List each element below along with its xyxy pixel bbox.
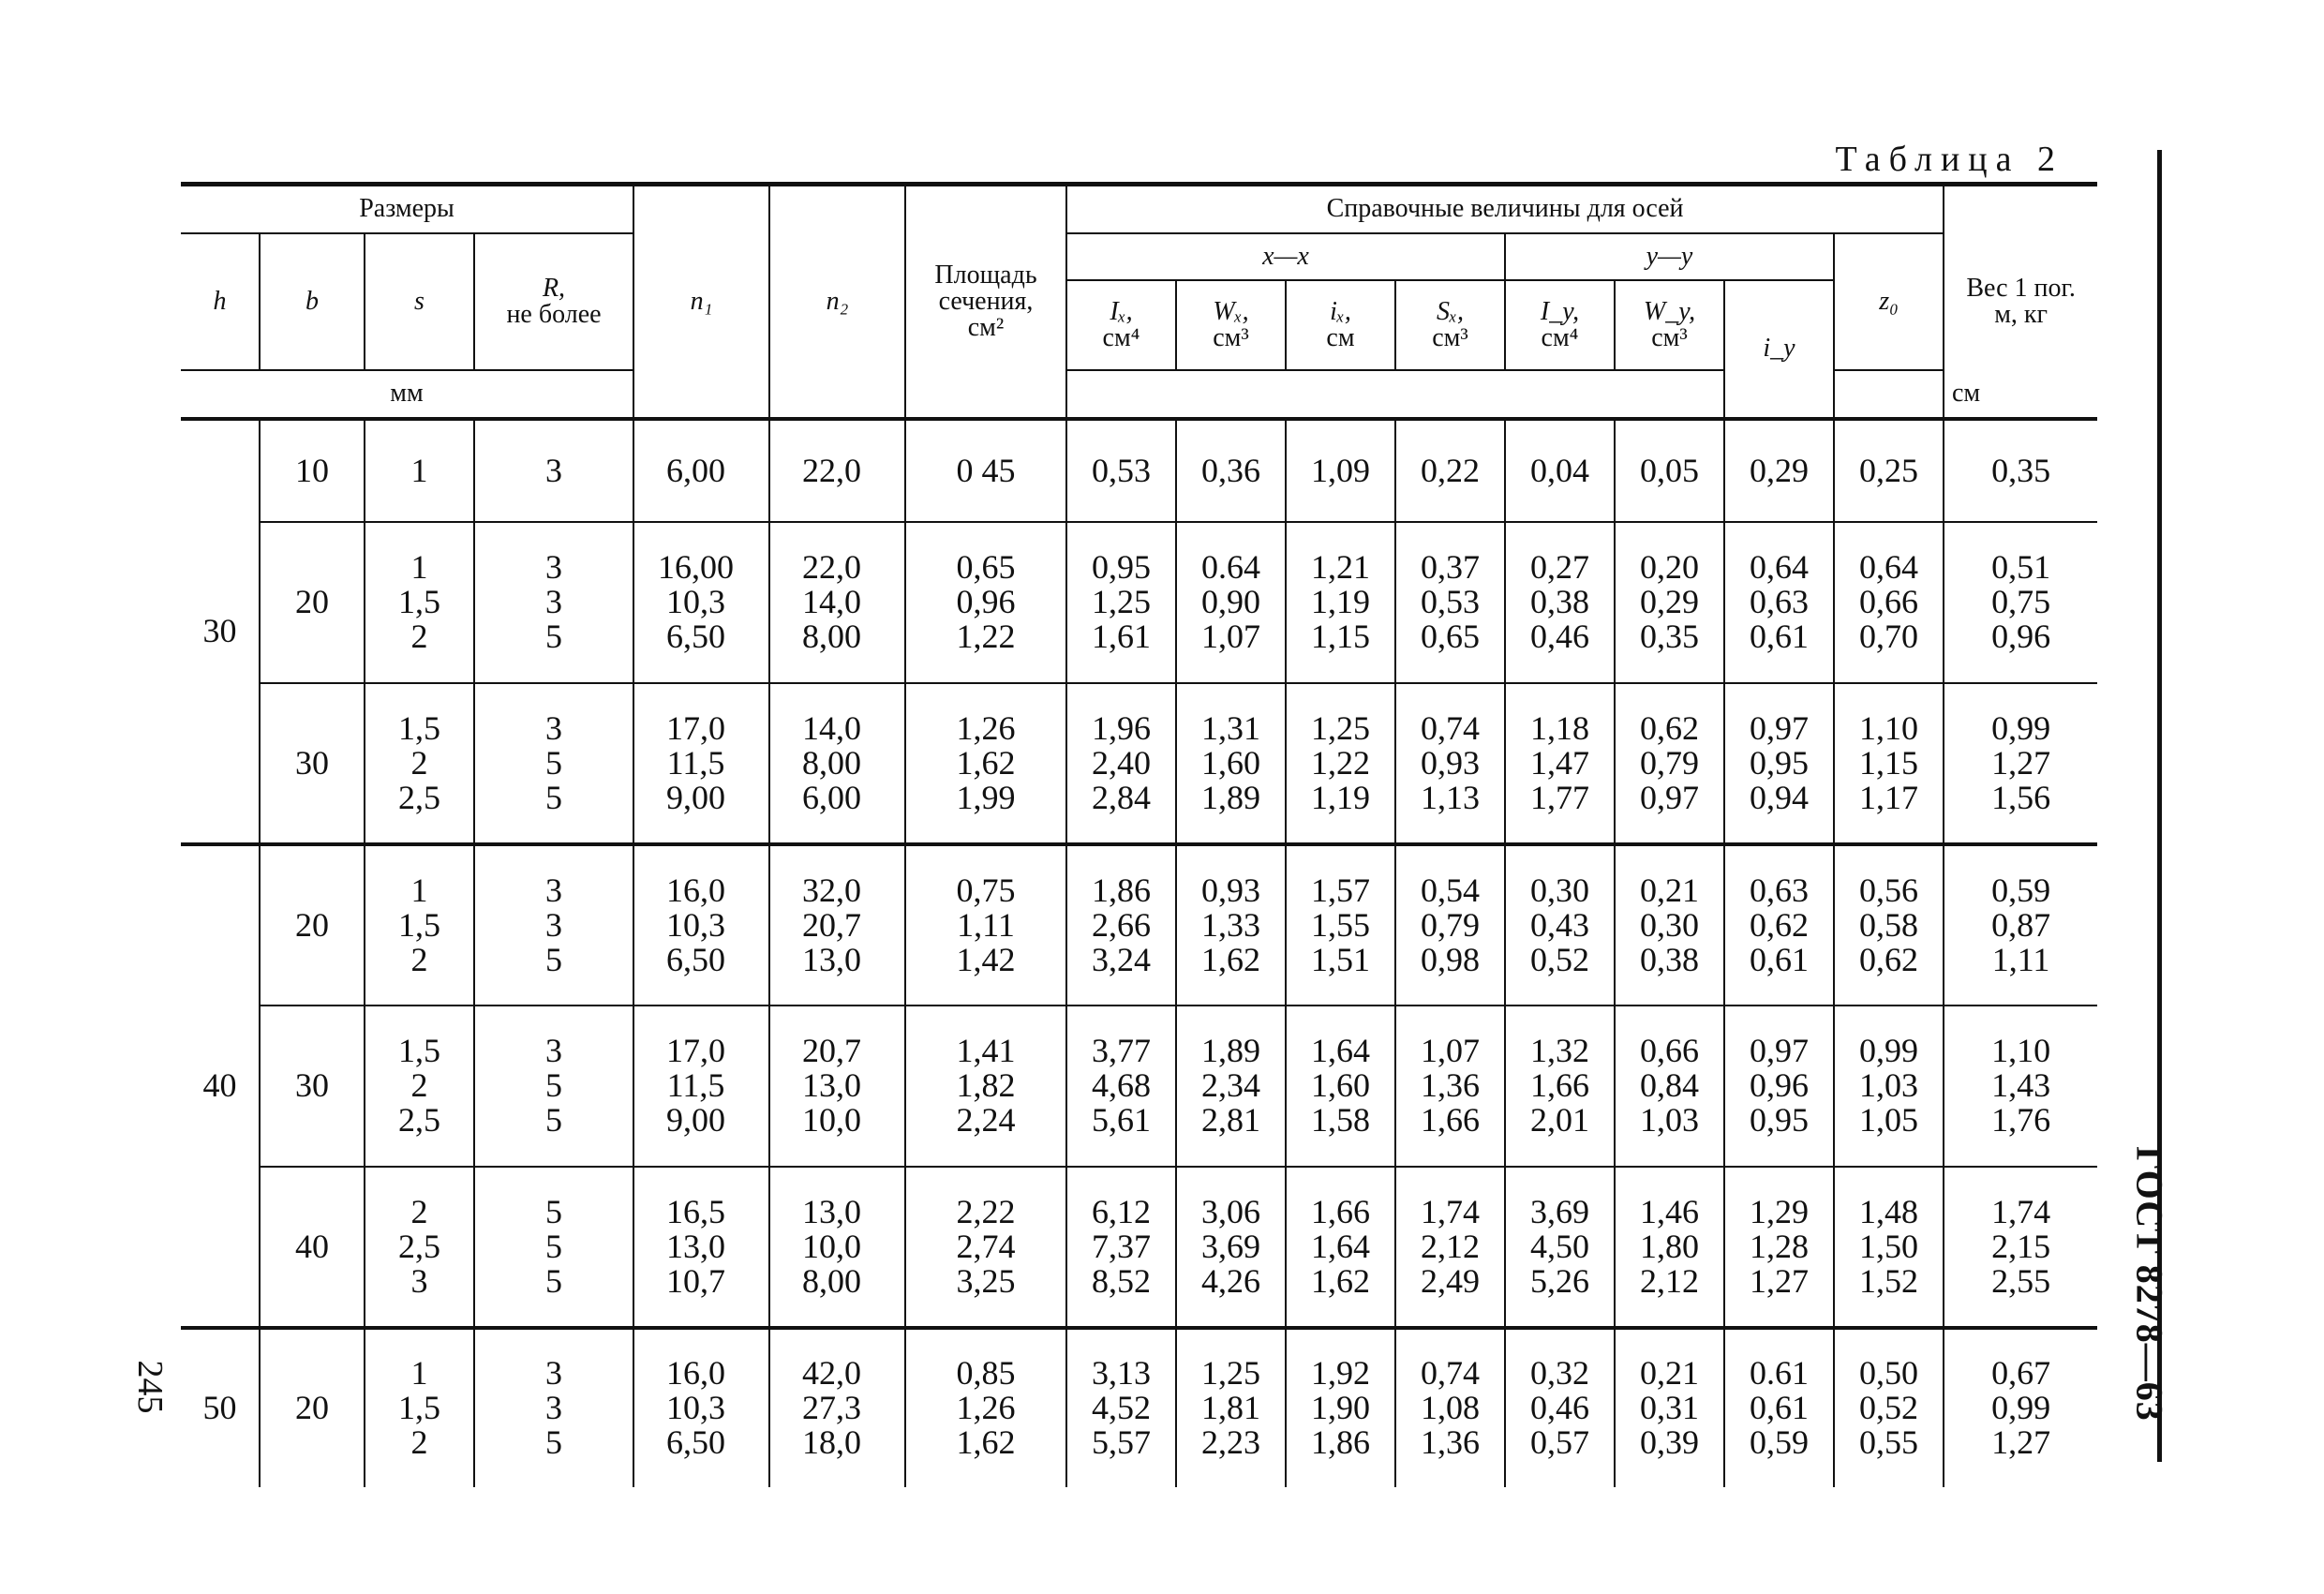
cell-n1: 17,0 11,5 9,00 [633, 1006, 769, 1167]
cell-wx: 1,25 1,81 2,23 [1176, 1328, 1286, 1487]
cell-weight: 1,74 2,15 2,55 [1944, 1167, 2097, 1328]
header-n2: n₂ [769, 185, 905, 419]
cell-ix-moment: 0,53 [1066, 419, 1176, 522]
cell-iy-moment: 0,27 0,38 0,46 [1505, 522, 1615, 683]
cell-ix-radius: 1,21 1,19 1,15 [1286, 522, 1395, 683]
cell-sx: 1,07 1,36 1,66 [1395, 1006, 1505, 1167]
header-wy-unit: см³ [1651, 322, 1688, 352]
cell-iy-radius: 0,63 0,62 0,61 [1724, 844, 1834, 1006]
cell-iy-radius: 0,97 0,96 0,95 [1724, 1006, 1834, 1167]
cell-h: 30 [181, 419, 260, 844]
cell-iy-moment: 1,18 1,47 1,77 [1505, 683, 1615, 844]
cell-iy-moment: 3,69 4,50 5,26 [1505, 1167, 1615, 1328]
header-r [474, 233, 633, 370]
cell-b: 20 [260, 844, 365, 1006]
cell-area: 2,22 2,74 3,25 [905, 1167, 1066, 1328]
profile-properties-table [181, 182, 2097, 1487]
cell-r: 3 3 5 [474, 522, 633, 683]
cell-r: 3 5 5 [474, 1006, 633, 1167]
table-caption: Таблица 2 [1835, 140, 2063, 179]
cell-sx: 0,74 0,93 1,13 [1395, 683, 1505, 844]
header-sx-symbol: Sₓ, [1437, 296, 1464, 326]
cell-wy: 1,46 1,80 2,12 [1615, 1167, 1724, 1328]
cell-ix-moment: 1,96 2,40 2,84 [1066, 683, 1176, 844]
cell-ix-moment: 3,13 4,52 5,57 [1066, 1328, 1176, 1487]
cell-z0: 0,56 0,58 0,62 [1834, 844, 1944, 1006]
cell-iy-moment: 1,32 1,66 2,01 [1505, 1006, 1615, 1167]
cell-sx: 0,74 1,08 1,36 [1395, 1328, 1505, 1487]
header-area: Площадь сечения, см² [905, 185, 1066, 419]
header-r-note: не более [506, 299, 602, 329]
cell-r: 5 5 5 [474, 1167, 633, 1328]
cell-ix-radius: 1,09 [1286, 419, 1395, 522]
cell-h: 40 [181, 844, 260, 1328]
cell-weight: 0,59 0,87 1,11 [1944, 844, 2097, 1006]
cell-wy: 0,66 0,84 1,03 [1615, 1006, 1724, 1167]
cell-area: 1,41 1,82 2,24 [905, 1006, 1066, 1167]
cell-n1: 17,0 11,5 9,00 [633, 683, 769, 844]
cell-b: 10 [260, 419, 365, 522]
header-s: s [365, 233, 474, 370]
cell-iy-moment: 0,04 [1505, 419, 1615, 522]
cell-area: 0 45 [905, 419, 1066, 522]
header-dimensions: Размеры [181, 185, 633, 233]
cell-n1: 6,00 [633, 419, 769, 522]
cell-sx: 0,54 0,79 0,98 [1395, 844, 1505, 1006]
cell-n1: 16,0 10,3 6,50 [633, 844, 769, 1006]
header-iy-radius-symbol: i_y [1763, 334, 1795, 363]
table-row [181, 844, 2097, 1006]
cell-n2: 20,7 13,0 10,0 [769, 1006, 905, 1167]
header-h: h [181, 233, 260, 370]
cell-iy-radius: 0,64 0,63 0,61 [1724, 522, 1834, 683]
header-iy-moment-symbol: I_y, [1540, 296, 1580, 326]
cell-n2: 42,0 27,3 18,0 [769, 1328, 905, 1487]
cell-n1: 16,5 13,0 10,7 [633, 1167, 769, 1328]
header-iy-radius [1724, 280, 1834, 419]
header-r-symbol: R, [542, 273, 566, 303]
cell-s: 1,5 2 2,5 [365, 683, 474, 844]
header-iy-moment-unit: см⁴ [1541, 322, 1579, 352]
header-unit-cm: см [1834, 370, 2097, 419]
header-ix-moment-unit: см⁴ [1102, 322, 1140, 352]
cell-h: 50 [181, 1328, 260, 1487]
header-wy-symbol: W_y, [1643, 296, 1696, 326]
cell-iy-radius: 0,29 [1724, 419, 1834, 522]
header-wy [1615, 280, 1724, 370]
cell-n1: 16,00 10,3 6,50 [633, 522, 769, 683]
cell-wx: 3,06 3,69 4,26 [1176, 1167, 1286, 1328]
cell-area: 1,26 1,62 1,99 [905, 683, 1066, 844]
cell-r: 3 5 5 [474, 683, 633, 844]
cell-s: 1 [365, 419, 474, 522]
cell-z0: 0,25 [1834, 419, 1944, 522]
cell-s: 1 1,5 2 [365, 522, 474, 683]
cell-weight: 1,10 1,43 1,76 [1944, 1006, 2097, 1167]
header-reference: Справочные величины для осей [1066, 185, 1944, 233]
table-row [181, 1167, 2097, 1328]
cell-wx: 0,93 1,33 1,62 [1176, 844, 1286, 1006]
cell-ix-radius: 1,64 1,60 1,58 [1286, 1006, 1395, 1167]
cell-weight: 0,99 1,27 1,56 [1944, 683, 2097, 844]
header-wx-unit: см³ [1213, 322, 1249, 352]
cell-z0: 1,48 1,50 1,52 [1834, 1167, 1944, 1328]
header-ix-radius-unit: см [1326, 322, 1355, 352]
cell-b: 40 [260, 1167, 365, 1328]
header-weight: Вес 1 пог. м, кг [1944, 185, 2097, 419]
cell-r: 3 3 5 [474, 844, 633, 1006]
cell-weight: 0,35 [1944, 419, 2097, 522]
cell-wx: 0,36 [1176, 419, 1286, 522]
cell-wy: 0,05 [1615, 419, 1724, 522]
cell-ix-moment: 3,77 4,68 5,61 [1066, 1006, 1176, 1167]
table-row [181, 522, 2097, 683]
table-row [181, 419, 2097, 522]
cell-ix-radius: 1,57 1,55 1,51 [1286, 844, 1395, 1006]
cell-n2: 32,0 20,7 13,0 [769, 844, 905, 1006]
header-unit-blank [1066, 370, 1724, 419]
cell-wx: 1,89 2,34 2,81 [1176, 1006, 1286, 1167]
cell-r: 3 [474, 419, 633, 522]
cell-b: 30 [260, 1006, 365, 1167]
cell-iy-radius: 1,29 1,28 1,27 [1724, 1167, 1834, 1328]
cell-z0: 0,99 1,03 1,05 [1834, 1006, 1944, 1167]
header-axis-xx: x—x [1066, 233, 1505, 280]
cell-ix-moment: 1,86 2,66 3,24 [1066, 844, 1176, 1006]
cell-ix-radius: 1,66 1,64 1,62 [1286, 1167, 1395, 1328]
cell-sx: 0,37 0,53 0,65 [1395, 522, 1505, 683]
cell-b: 30 [260, 683, 365, 844]
cell-wy: 0,21 0,30 0,38 [1615, 844, 1724, 1006]
cell-iy-moment: 0,30 0,43 0,52 [1505, 844, 1615, 1006]
cell-b: 20 [260, 522, 365, 683]
cell-z0: 0,64 0,66 0,70 [1834, 522, 1944, 683]
header-ix-radius-symbol: iₓ, [1330, 296, 1351, 326]
cell-sx: 0,22 [1395, 419, 1505, 522]
cell-b: 20 [260, 1328, 365, 1487]
table-row [181, 1328, 2097, 1487]
cell-s: 2 2,5 3 [365, 1167, 474, 1328]
cell-z0: 1,10 1,15 1,17 [1834, 683, 1944, 844]
header-ix-moment-symbol: Iₓ, [1110, 296, 1133, 326]
cell-weight: 0,51 0,75 0,96 [1944, 522, 2097, 683]
cell-area: 0,65 0,96 1,22 [905, 522, 1066, 683]
cell-iy-radius: 0,97 0,95 0,94 [1724, 683, 1834, 844]
page-number: 245 [130, 1360, 170, 1414]
cell-s: 1 1,5 2 [365, 844, 474, 1006]
cell-wy: 0,62 0,79 0,97 [1615, 683, 1724, 844]
cell-ix-radius: 1,92 1,90 1,86 [1286, 1328, 1395, 1487]
cell-n2: 14,0 8,00 6,00 [769, 683, 905, 844]
header-b: b [260, 233, 365, 370]
header-axis-yy: y—y [1505, 233, 1834, 280]
cell-n2: 22,0 [769, 419, 905, 522]
header-ix-radius [1286, 280, 1395, 370]
cell-wx: 1,31 1,60 1,89 [1176, 683, 1286, 844]
header-iy-moment [1505, 280, 1615, 370]
header-wx [1176, 280, 1286, 370]
cell-s: 1,5 2 2,5 [365, 1006, 474, 1167]
header-sx-unit: см³ [1432, 322, 1468, 352]
cell-iy-moment: 0,32 0,46 0,57 [1505, 1328, 1615, 1487]
cell-ix-moment: 0,95 1,25 1,61 [1066, 522, 1176, 683]
cell-ix-moment: 6,12 7,37 8,52 [1066, 1167, 1176, 1328]
cell-wx: 0.64 0,90 1,07 [1176, 522, 1286, 683]
cell-ix-radius: 1,25 1,22 1,19 [1286, 683, 1395, 844]
cell-n2: 22,0 14,0 8,00 [769, 522, 905, 683]
cell-n1: 16,0 10,3 6,50 [633, 1328, 769, 1487]
cell-z0: 0,50 0,52 0,55 [1834, 1328, 1944, 1487]
cell-wy: 0,20 0,29 0,35 [1615, 522, 1724, 683]
cell-r: 3 3 5 [474, 1328, 633, 1487]
cell-iy-radius: 0.61 0,61 0,59 [1724, 1328, 1834, 1487]
cell-wy: 0,21 0,31 0,39 [1615, 1328, 1724, 1487]
cell-area: 0,75 1,11 1,42 [905, 844, 1066, 1006]
cell-weight: 0,67 0,99 1,27 [1944, 1328, 2097, 1487]
cell-sx: 1,74 2,12 2,49 [1395, 1167, 1505, 1328]
table-row [181, 683, 2097, 844]
cell-s: 1 1,5 2 [365, 1328, 474, 1487]
header-z0: z₀ [1834, 233, 1944, 370]
gost-standard-label: ГОСТ 8278—63 [2128, 1146, 2171, 1422]
header-ix-moment [1066, 280, 1176, 370]
header-unit-mm: мм [181, 370, 633, 419]
header-sx [1395, 280, 1505, 370]
header-n1: n₁ [633, 185, 769, 419]
table-row [181, 1006, 2097, 1167]
cell-n2: 13,0 10,0 8,00 [769, 1167, 905, 1328]
header-wx-symbol: Wₓ, [1213, 296, 1249, 326]
cell-area: 0,85 1,26 1,62 [905, 1328, 1066, 1487]
